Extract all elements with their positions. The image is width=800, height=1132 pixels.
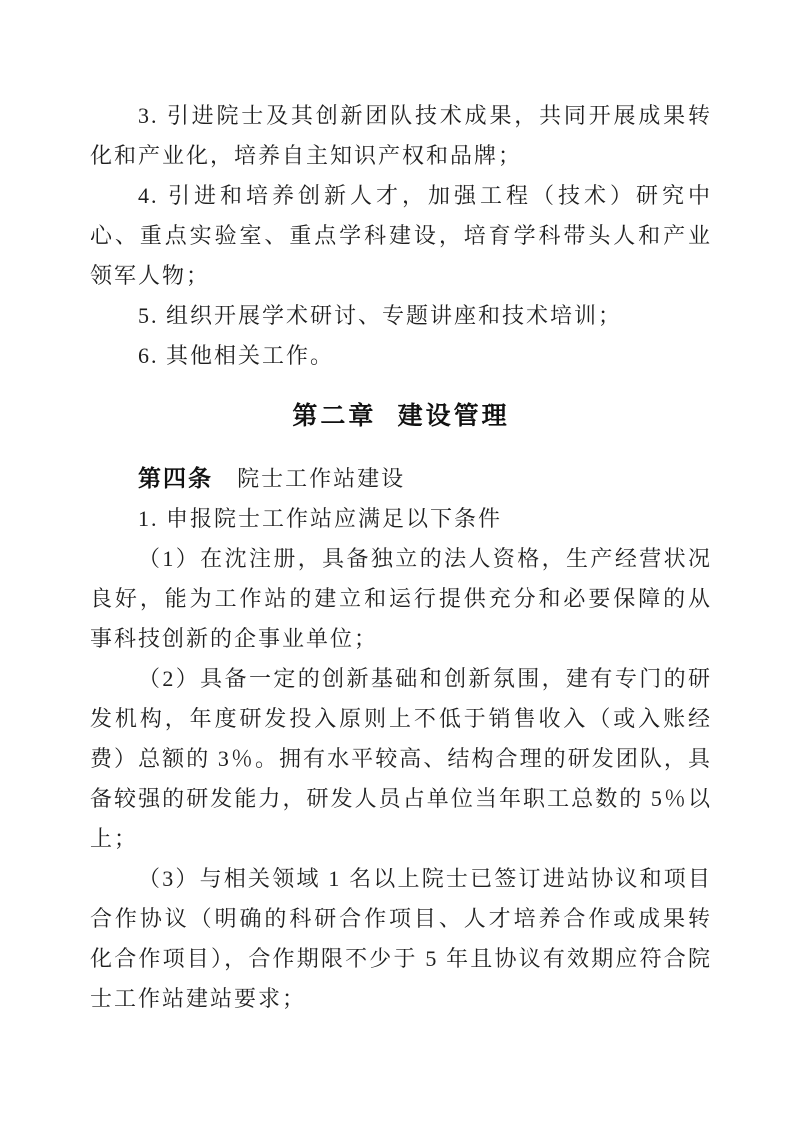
article-condition-intro: 1. 申报院士工作站应满足以下条件 [138,506,503,531]
article-condition-3: （3）与相关领域 1 名以上院士已签订进站协议和项目合作协议（明确的科研合作项目、人才培养合作或成果转化合作项目），合作期限不少于 5 年且协议有效期应符合院士工作站建站要求； [90,866,712,1011]
chapter-heading [90,396,712,436]
article-condition-2: （2）具备一定的创新基础和创新氛围，建有专门的研发机构，年度研发投入原则上不低于销售收入（或入账经费）总额的 3％。拥有水平较高、结构合理的研发团队，具备较强的研发能力，研发人员占单位当年职工总数的 5％以上； [90,666,712,851]
article-title: 院士工作站建设 [237,466,406,491]
duty-item-4: 4. 引进和培养创新人才，加强工程（技术）研究中心、重点实验室、重点学科建设，培育学科带头人和产业领军人物； [90,183,712,288]
chapter-title: 建设管理 [397,402,510,430]
chapter-number: 第二章 [292,402,377,430]
article-condition-1: （1）在沈注册，具备独立的法人资格，生产经营状况良好，能为工作站的建立和运行提供充分和必要保障的从事科技创新的企事业单位； [90,546,712,651]
duty-item-5: 5. 组织开展学术研讨、专题讲座和技术培训； [138,303,623,328]
document-content [90,96,712,1019]
duty-item-3: 3. 引进院士及其创新团队技术成果，共同开展成果转化和产业化，培养自主知识产权和品牌； [90,103,712,168]
duty-item-6: 6. 其他相关工作。 [138,343,335,368]
article-heading [90,458,712,499]
article-number: 第四条 [138,465,213,491]
